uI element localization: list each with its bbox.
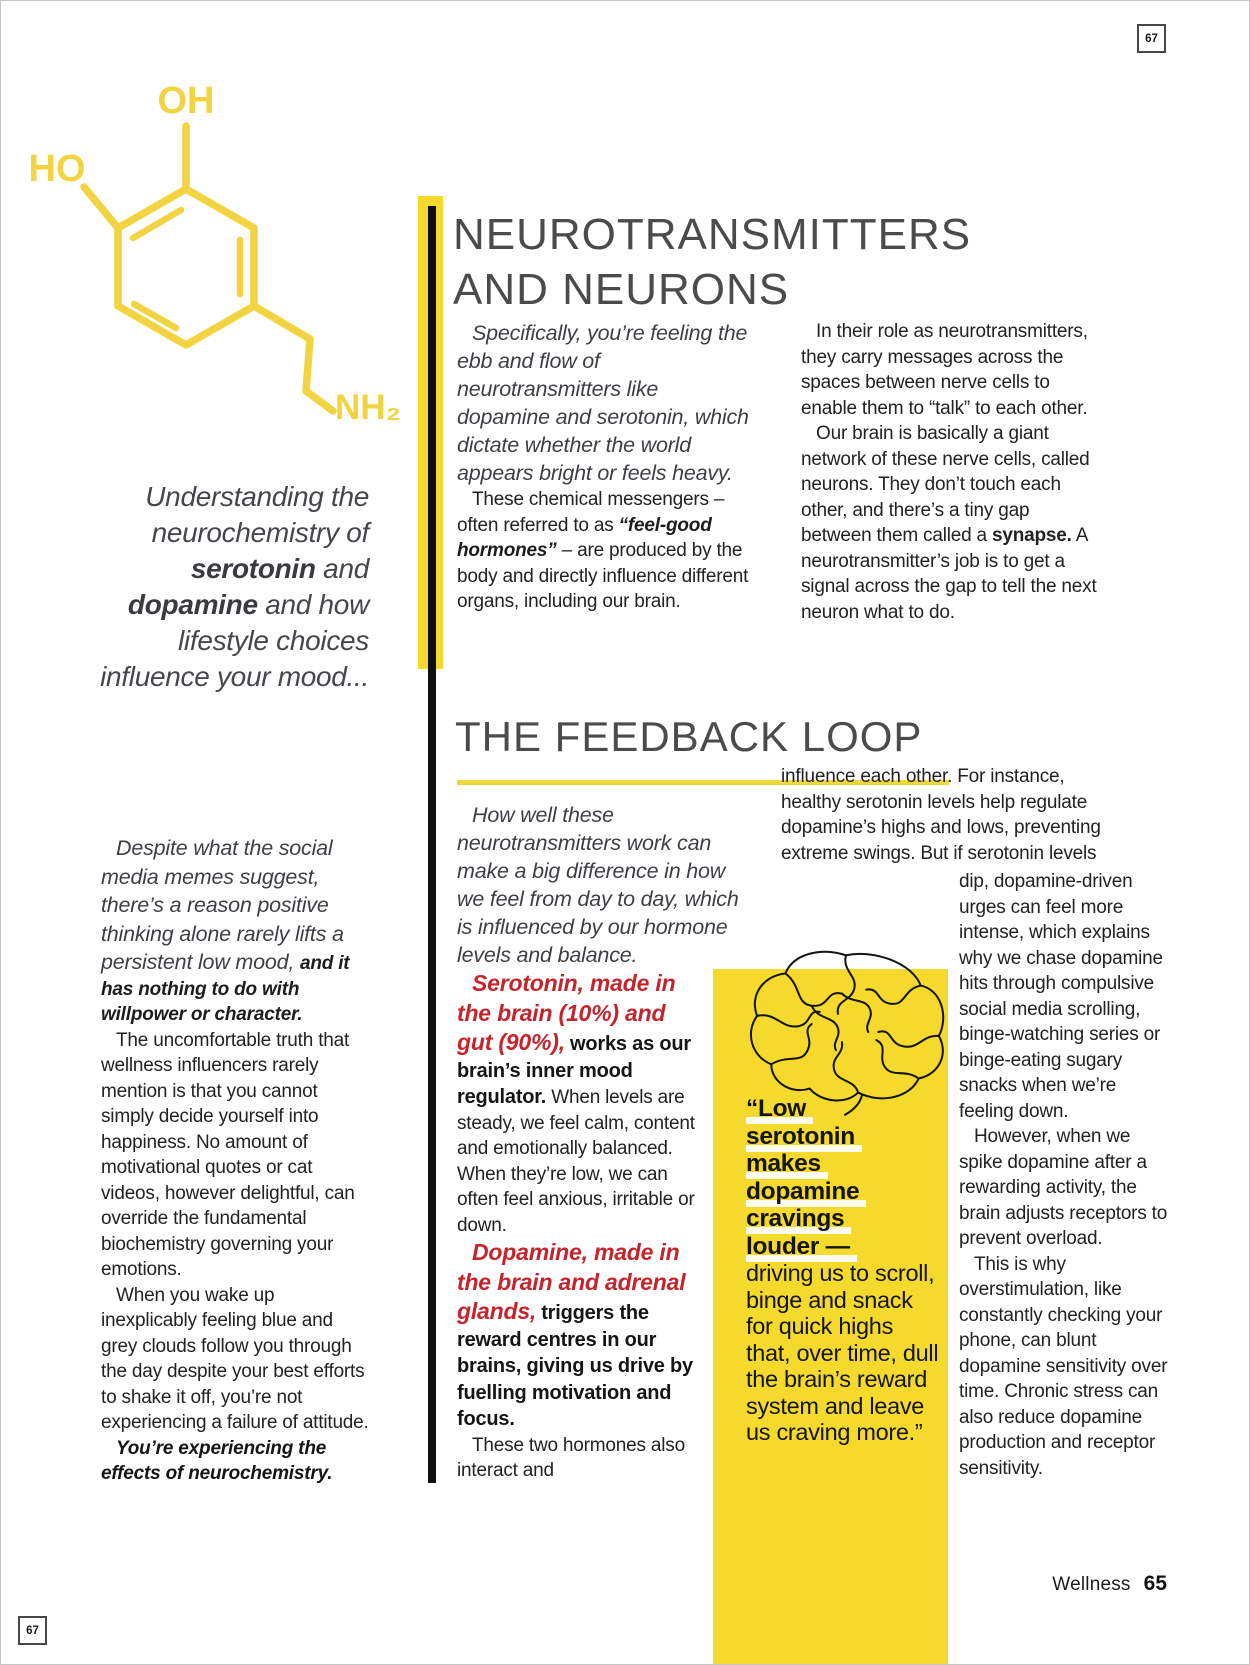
- standfirst: Understanding the neurochemistry of serotonin and dopamine and how lifestyle choices influence your mood...: [100, 481, 369, 692]
- section2-col2-paragraph-2: However, when we spike dopamine after a rewarding activity, the brain adjusts receptors to prevent overload.: [959, 1126, 1168, 1249]
- black-rule: [428, 206, 436, 1483]
- brain-illustration: [741, 945, 953, 1117]
- section1-col1-paragraph-2: These chemical messengers – often referred to as “feel-good hormones” – are produced by the body and directly influence different organs, including our brain.: [457, 489, 749, 612]
- footer-section-name: Wellness: [1052, 1574, 1131, 1595]
- section1-col1-paragraph-1: Specifically, you’re feeling the ebb and flow of neurotransmitters like dopamine and serotonin, which dictate whether the world appears bright or feels heavy.: [457, 321, 749, 485]
- section2-col1-paragraph-2: Serotonin, made in the brain (10%) and gut (90%), works as our brain’s inner mood regulator. When levels are steady, we feel calm, content and emotionally balanced. When they’re low, we can often feel anxious, irritable or down.: [457, 970, 695, 1236]
- section2-col2-paragraph-1b: dip, dopamine-driven urges can feel more intense, which explains why we chase dopamine hits through compulsive social media scrolling, binge-watching series or binge-eating sugary snacks when we’re feeling down.: [959, 871, 1163, 1122]
- left-paragraph-2: The uncomfortable truth that wellness influencers rarely mention is that you cannot simply decide yourself into happiness. No amount of motivational quotes or cat videos, however delightful, can override the fundamental biochemistry governing your emotions.: [101, 1029, 355, 1280]
- section1-column1: [457, 319, 749, 615]
- section2-col1-paragraph-3: Dopamine, made in the brain and adrenal glands, triggers the reward centres in our brains, giving us drive by fuelling motivation and focus.: [457, 1239, 693, 1430]
- corner-page-tab-top: 67: [1137, 24, 1166, 53]
- corner-page-tab-bottom: 67: [18, 1616, 47, 1645]
- left-paragraph-4: You’re experiencing the effects of neurochemistry.: [101, 1437, 333, 1484]
- left-paragraph-1: Despite what the social media memes suggest, there’s a reason positive thinking alone rarely lifts a persistent low mood, and it has nothing to do with willpower or character.: [101, 836, 350, 1025]
- page-footer: [1052, 1572, 1167, 1596]
- section2-heading: THE FEEDBACK LOOP: [455, 713, 923, 760]
- pull-quote-text: “Low serotonin makes dopamine cravings louder — driving us to scroll, binge and snack for quick highs that, over time, dull the brain’s reward system and leave us craving more.”: [746, 1095, 939, 1445]
- nh2-label: NH₂: [335, 388, 402, 421]
- footer-page-number: 65: [1143, 1572, 1167, 1595]
- ho-label: HO: [28, 148, 86, 190]
- section1-col2-paragraph-2: Our brain is basically a giant network of these nerve cells, called neurons. They don’t touch each other, and there’s a tiny gap between them called a synapse. A neurotransmitter’s job is to get a signal across the gap to tell the next neuron what to do.: [801, 423, 1097, 623]
- left-column: [101, 834, 369, 1487]
- section2-col2-paragraph-1a: influence each other. For instance, healthy serotonin levels help regulate dopamine’s highs and lows, preventing extreme swings. But if serotonin levels: [781, 766, 1101, 864]
- section1-heading: NEUROTRANSMITTERS AND NEURONS: [453, 210, 972, 314]
- pull-quote-body: driving us to scroll, binge and snack for quick highs that, over time, dull the brain’s reward system and leave us craving more.”: [746, 1260, 939, 1445]
- section2-col2-paragraph-3: This is why overstimulation, like constantly checking your phone, can blunt dopamine sensitivity over time. Chronic stress can also reduce dopamine production and receptor sensitivity.: [959, 1253, 1168, 1479]
- left-paragraph-3: When you wake up inexplicably feeling blue and grey clouds follow you through the day despite your best efforts to shake it off, you’re not experiencing a failure of attitude.: [101, 1284, 369, 1433]
- oh-label: OH: [157, 80, 215, 122]
- section1-col2-paragraph-1: In their role as neurotransmitters, they carry messages across the spaces between nerve cells to enable them to “talk” to each other.: [801, 321, 1088, 419]
- term-dopamine: dopamine: [127, 589, 258, 620]
- section2-column2-upper: [781, 764, 1101, 866]
- dopamine-molecule-illustration: [11, 21, 411, 421]
- section2-col1-paragraph-4: These two hormones also interact and: [457, 1434, 685, 1481]
- section2-col1-paragraph-1: How well these neurotransmitters work can make a big difference in how we feel from day to day, which is influenced by our hormone levels and balance.: [457, 803, 739, 967]
- section2-column1: [457, 801, 739, 1484]
- section1-column2: [801, 319, 1097, 625]
- term-serotonin: serotonin: [190, 553, 316, 584]
- section2-column2-lower: [959, 869, 1171, 1481]
